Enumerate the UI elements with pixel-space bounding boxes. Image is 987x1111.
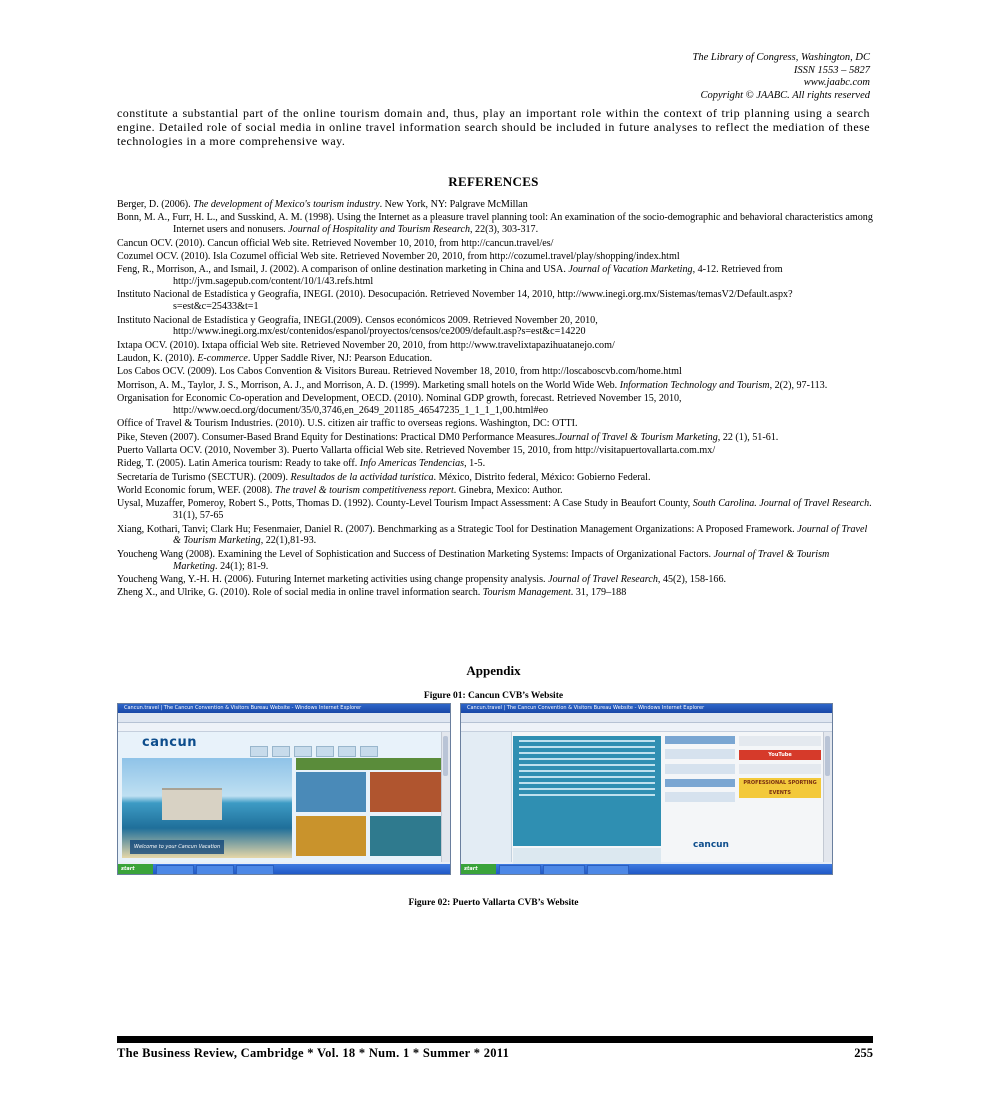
ad-block [739, 736, 821, 746]
welcome-banner: Welcome to your Cancun Vacation [130, 840, 224, 854]
reference-text: World Economic forum, WEF. (2008). [117, 485, 275, 497]
reference-source: Journal of Travel & Tourism Marketing [173, 523, 868, 547]
ads-column [739, 736, 821, 866]
text-line [519, 788, 655, 790]
promo-panel [296, 816, 366, 856]
reference-source: Tourism Management [482, 587, 571, 599]
reference-entry [117, 472, 873, 484]
reference-details: . 31(1), 57-65 [173, 498, 872, 522]
reference-source: South Carolina. Journal of Travel Research [692, 498, 870, 510]
social-block [665, 792, 735, 802]
reference-source: Journal of Travel Research [548, 573, 658, 585]
reference-text: Laudon, K. (2010). [117, 353, 198, 365]
page-number: 255 [854, 1046, 873, 1060]
reference-text: Pike, Steven (2007). Consumer-Based Brand Equity for Destinations: Practical DM0 Performance Measures. [117, 431, 558, 443]
start-button: start [118, 864, 153, 874]
reference-entry [117, 524, 873, 548]
start-button: start [461, 864, 496, 874]
text-line [519, 770, 655, 772]
youtube-ad: YouTube [739, 750, 821, 760]
social-block [665, 779, 735, 787]
ad-block [739, 764, 821, 774]
reference-entry [117, 458, 873, 470]
reference-details: . México, Distrito federal, México: Gobierno Federal. [433, 471, 651, 483]
figure-2-caption: Figure 02: Puerto Vallarta CVB’s Website [408, 898, 579, 908]
scrollbar-thumb [443, 736, 448, 776]
header-line-4: Copyright © JAABC. All rights reserved [700, 89, 870, 101]
reference-entry [117, 353, 873, 365]
reference-entry [117, 315, 873, 339]
reference-entry [117, 587, 873, 599]
nav-icon [338, 746, 356, 757]
text-line [519, 746, 655, 748]
nav-icon [272, 746, 290, 757]
figure-1-caption: Figure 01: Cancun CVB’s Website [423, 691, 564, 701]
reference-entry [117, 289, 873, 313]
browser-scrollbar [441, 732, 450, 862]
reference-source: Journal of Hospitality and Tourism Research [288, 224, 470, 236]
browser-titlebar: Cancun.travel | The Cancun Convention & Visitors Bureau Website - Windows Internet Explorer [461, 704, 832, 713]
browser-toolbar [118, 723, 450, 732]
reference-entry [117, 393, 873, 417]
reference-text: Bonn, M. A., Furr, H. L., and Susskind, A. M. (1998). Using the Internet as a pleasure travel planning tool: An examination of the socio-demographic and behavioral characteristics among Internet users and nonusers. [117, 212, 873, 236]
reference-details: , 22(1),81-93. [260, 535, 317, 547]
reference-entry [117, 498, 873, 522]
promo-panel [370, 772, 441, 812]
taskbar-item [236, 865, 274, 875]
promo-panel [370, 816, 441, 856]
article-panel [513, 736, 661, 846]
reference-text: Organisation for Economic Co-operation and Development, OECD. (2010). Nominal GDP growth, forecast. Retrieved November 15, 2010, http://www.oecd.org/document/35/0,3746,en_2649_201185_46547235_1_1_1_1,00.html#eo [117, 393, 682, 416]
reference-entry [117, 574, 873, 586]
reference-source: E-commerce [197, 353, 248, 365]
browser-toolbar [461, 723, 832, 732]
cancun-website-screenshot [117, 703, 451, 875]
reference-entry [117, 366, 873, 378]
browser-address-bar [118, 713, 450, 723]
reference-entry [117, 212, 873, 236]
reference-details: . 24(1); 81-9. [215, 560, 269, 572]
reference-text: Feng, R., Morrison, A., and Ismail, J. (2002). A comparison of online destination marketing in China and USA. [117, 264, 569, 276]
header-line-3: www.jaabc.com [803, 77, 870, 89]
reference-details: . Ginebra, Mexico: Author. [453, 485, 563, 497]
reference-entry [117, 445, 873, 457]
reference-text: Uysal, Muzaffer, Pomeroy, Robert S., Potts, Thomas D. (1992). County-Level Tourism Impact Assessment: A Case Study in Beaufort County, [117, 498, 693, 510]
browser-titlebar: Cancun.travel | The Cancun Convention & Visitors Bureau Website - Windows Internet Explorer [118, 704, 450, 713]
reference-details: . Upper Saddle River, NJ: Pearson Education. [247, 353, 433, 365]
cancun-logo: cancun [142, 735, 197, 750]
reference-entry [117, 199, 873, 211]
reference-text: Rideg, T. (2005). Latin America tourism: Ready to take off. [117, 458, 360, 470]
promo-panel [296, 772, 366, 812]
taskbar-item [499, 865, 541, 875]
puerto-vallarta-website-screenshot [460, 703, 833, 875]
reference-details: , 1-5. [464, 458, 486, 470]
browser-address-bar [461, 713, 832, 723]
social-block [665, 736, 735, 744]
reference-text: Berger, D. (2006). [117, 199, 194, 210]
reference-entry [117, 238, 873, 250]
reference-entry [117, 380, 873, 392]
hotel-building [162, 788, 222, 820]
journal-header [693, 52, 870, 102]
text-line [519, 752, 655, 754]
social-block [665, 764, 735, 774]
taskbar-item [196, 865, 234, 875]
footer-journal: The Business Review, Cambridge * Vol. 18 * Num. 1 * Summer * 2011 [117, 1046, 510, 1060]
references-list [117, 199, 873, 601]
reference-source: Journal of Vacation Marketing [568, 264, 693, 276]
header-line-2: ISSN 1553 – 5827 [793, 64, 870, 76]
browser-viewport [118, 732, 442, 862]
references-heading: REFERENCES [448, 174, 539, 189]
reference-entry [117, 432, 873, 444]
text-line [519, 758, 655, 760]
promo-panel [296, 758, 441, 770]
reference-entry [117, 418, 873, 430]
site-nav-icons [250, 742, 400, 756]
reference-source: The development of Mexico's tourism industry [193, 199, 380, 210]
reference-text: Cozumel OCV. (2010). Isla Cozumel official Web site. Retrieved November 20, 2010, from http://cozumel.travel/play/shopping/index.html [117, 250, 680, 262]
header-line-1: The Library of Congress, Washington, DC [692, 52, 870, 63]
text-line [519, 764, 655, 766]
reference-text: Youcheng Wang, Y.-H. H. (2006). Futuring Internet marketing activities using change propensity analysis. [117, 573, 549, 585]
nav-icon [294, 746, 312, 757]
scrollbar-thumb [825, 736, 830, 776]
taskbar-item [587, 865, 629, 875]
reference-details: , 45(2), 158-166. [657, 573, 727, 585]
reference-details: . 31, 179–188 [570, 587, 627, 599]
browser-viewport [461, 732, 824, 862]
cancun-logo: cancun [693, 840, 729, 850]
reference-text: Office of Travel & Tourism Industries. (2010). U.S. citizen air traffic to overseas regions. Washington, DC: OTTI. [117, 418, 578, 430]
reference-text: Instituto Nacional de Estadística y Geografía, INEGI. (2010). Desocupación. Retrieved November 14, 2010, http://www.inegi.org.mx/Sistemas/temasV2/Default.aspx?s=est&c=25433&t=1 [117, 289, 793, 313]
reference-text: Secretaría de Turismo (SECTUR). (2009). [117, 471, 291, 483]
reference-details: , 4-12. Retrieved from http://jvm.sagepub.com/content/10/1/43.refs.html [173, 264, 783, 288]
footer-rule [117, 1036, 873, 1043]
windows-taskbar [461, 864, 832, 874]
reference-details: . New York, NY: Palgrave McMillan [379, 199, 528, 210]
reference-text: Morrison, A. M., Taylor, J. S., Morrison, A. J., and Morrison, A. D. (1999). Marketing small hotels on the World Wide Web. [117, 379, 620, 391]
text-line [519, 776, 655, 778]
reference-text: Ixtapa OCV. (2010). Ixtapa official Web site. Retrieved November 20, 2010, from http://www.travelixtapazihuatanejo.com/ [117, 339, 615, 351]
reference-text: Youcheng Wang (2008). Examining the Level of Sophistication and Success of Destination Marketing Systems: Impacts of Organizational Factors. [117, 548, 714, 560]
browser-scrollbar [823, 732, 832, 862]
reference-source: Journal of Travel & Tourism Marketing [173, 548, 830, 572]
reference-text: Cancun OCV. (2010). Cancun official Web site. Retrieved November 10, 2010, from http://cancun.travel/es/ [117, 237, 554, 249]
nav-icon [316, 746, 334, 757]
reference-source: Resultados de la actividad turística [290, 471, 434, 483]
nav-icon [360, 746, 378, 757]
reference-details: , 2(2), 97-113. [769, 379, 828, 391]
reference-details: , 22(3), 303-317. [470, 224, 539, 236]
taskbar-item [543, 865, 585, 875]
reference-text: Los Cabos OCV. (2009). Los Cabos Convention & Visitors Bureau. Retrieved November 18, 2010, from http://loscaboscvb.com/home.html [117, 366, 682, 378]
sporting-events-ad: PROFESSIONAL SPORTING EVENTS [739, 778, 821, 798]
reference-text: Xiang, Kothari, Tanvi; Clark Hu; Fesenmaier, Daniel R. (2007). Benchmarking as a Strategic Tool for Destination Management Organizations: A Proposed Framework. [117, 523, 798, 535]
reference-text: Puerto Vallarta OCV. (2010, November 3). Puerto Vallarta official Web site. Retrieved November 15, 2010, from http://visitapuertovallarta.com.mx/ [117, 445, 716, 457]
text-line [519, 794, 655, 796]
taskbar-item [156, 865, 194, 875]
site-sidebar [461, 732, 512, 862]
beach-photo [122, 758, 292, 858]
text-line [519, 740, 655, 742]
reference-source: The travel & tourism competitiveness report [274, 485, 454, 497]
reference-details: , 22 (1), 51-61. [717, 431, 779, 443]
nav-icon [250, 746, 268, 757]
reference-entry [117, 485, 873, 497]
intro-paragraph: constitute a substantial part of the online tourism domain and, thus, play an important role within the context of trip planning using a search engine. Detailed role of social media in online travel information search should be included in future analyses to reflect the mediation of these technologies in a more comprehensive way. [117, 106, 870, 148]
appendix-heading: Appendix [466, 663, 521, 678]
reference-text: Instituto Nacional de Estadística y Geografía, INEGI.(2009). Censos económicos 2009. Retrieved November 20, 2010, http://www.inegi.org.mx/est/contenidos/espanol/proyectos/censos/ce2009/default.asp?s=est&c=14220 [117, 314, 598, 338]
reference-text: Zheng X., and Ulrike, G. (2010). Role of social media in online travel information search. [117, 587, 483, 599]
social-block [665, 749, 735, 759]
reference-source: Journal of Travel & Tourism Marketing [557, 431, 718, 443]
reference-source: Information Technology and Tourism [619, 379, 770, 391]
reference-entry [117, 340, 873, 352]
text-line [519, 782, 655, 784]
windows-taskbar [118, 864, 450, 874]
reference-entry [117, 251, 873, 263]
promo-panels [296, 758, 441, 858]
reference-entry [117, 549, 873, 573]
reference-entry [117, 264, 873, 288]
reference-source: Info Americas Tendencias [359, 458, 465, 470]
